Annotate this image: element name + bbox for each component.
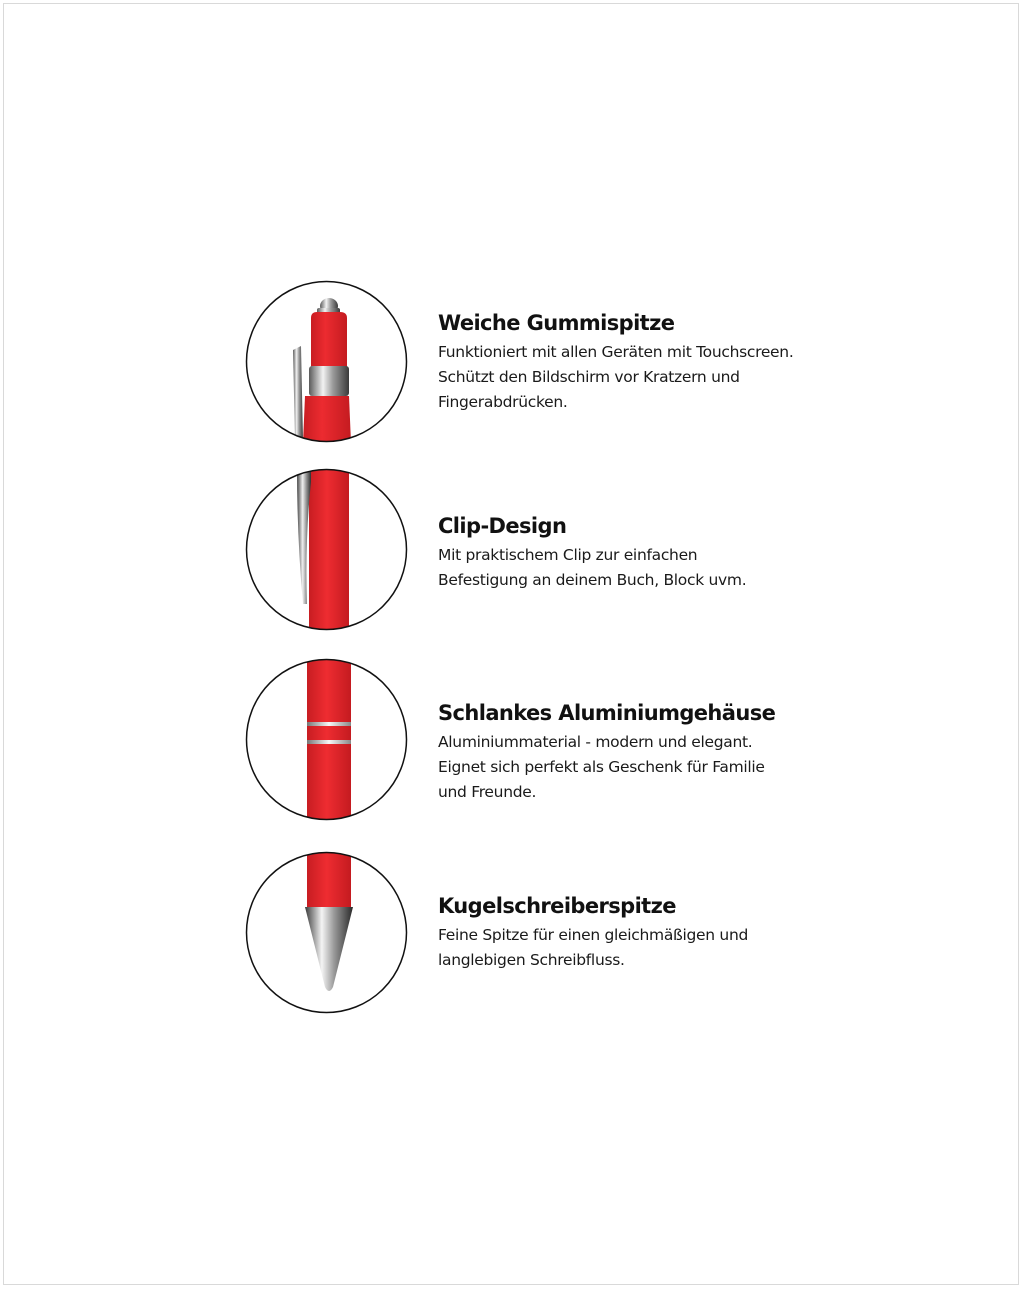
feature-stylus-tip bbox=[245, 280, 845, 445]
feature-description bbox=[438, 730, 858, 805]
feature-description bbox=[438, 543, 858, 593]
feature-description-line: Feine Spitze für einen gleichmäßigen und bbox=[438, 926, 749, 944]
feature-title: Clip-Design bbox=[438, 514, 567, 538]
feature-description bbox=[438, 923, 858, 973]
feature-aluminium-body bbox=[245, 658, 845, 823]
feature-description-line: Funktioniert mit allen Geräten mit Touchscreen. bbox=[438, 343, 794, 361]
feature-description-line: Schützt den Bildschirm vor Kratzern und bbox=[438, 368, 740, 386]
feature-description-line: und Freunde. bbox=[438, 783, 537, 801]
feature-description-line: Fingerabdrücken. bbox=[438, 393, 568, 411]
feature-title: Kugelschreiberspitze bbox=[438, 894, 676, 918]
feature-description-line: Mit praktischem Clip zur einfachen bbox=[438, 546, 698, 564]
ballpoint-tip-icon bbox=[245, 851, 408, 1014]
stylus-tip-icon bbox=[245, 280, 408, 443]
feature-description-line: Aluminiummaterial - modern und elegant. bbox=[438, 733, 753, 751]
feature-ballpoint-tip bbox=[245, 851, 845, 1016]
feature-description bbox=[438, 340, 858, 415]
feature-description-line: Eignet sich perfekt als Geschenk für Familie bbox=[438, 758, 765, 776]
feature-description-line: Befestigung an deinem Buch, Block uvm. bbox=[438, 571, 747, 589]
feature-title: Weiche Gummispitze bbox=[438, 311, 675, 335]
feature-description-line: langlebigen Schreibfluss. bbox=[438, 951, 625, 969]
pen-body-rings-icon bbox=[245, 658, 408, 821]
page-frame bbox=[3, 3, 1019, 1285]
feature-title: Schlankes Aluminiumgehäuse bbox=[438, 701, 776, 725]
pen-clip-icon bbox=[245, 468, 408, 631]
feature-clip-design bbox=[245, 468, 845, 633]
